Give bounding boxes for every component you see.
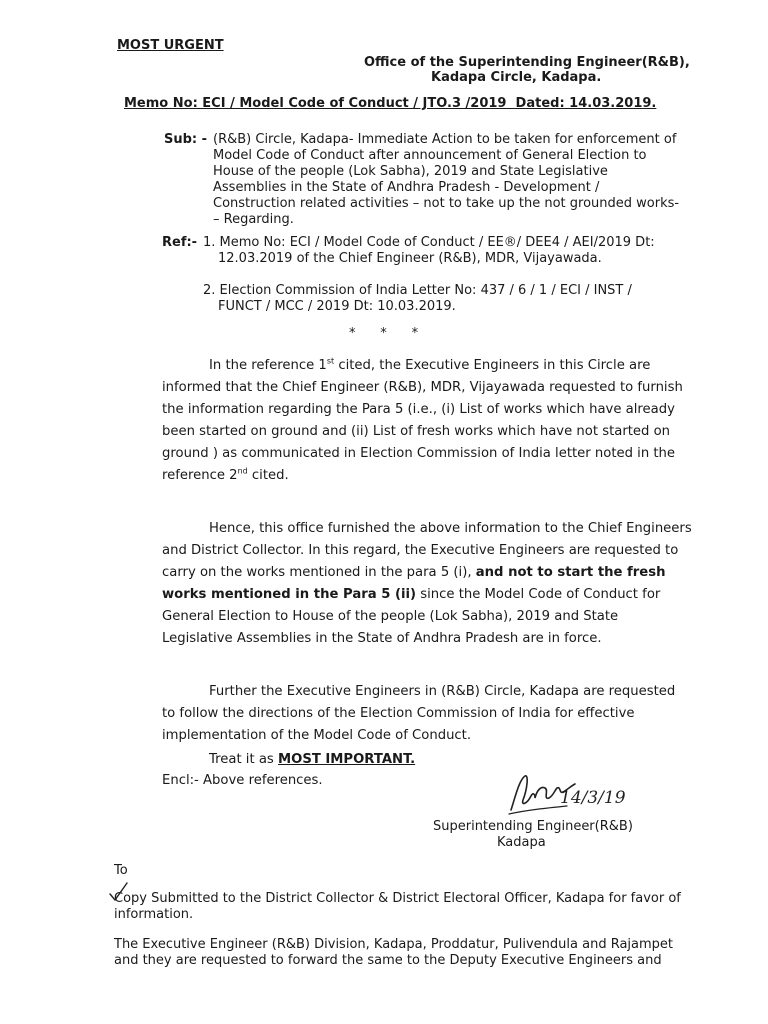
to-label: To xyxy=(114,863,128,878)
paragraph-line: ground ) as communicated in Election Commission of India letter noted in the xyxy=(162,446,676,461)
paragraph-line: the information regarding the Para 5 (i.e., (i) List of works which have already xyxy=(162,402,675,417)
bold-text: and not to start the fresh xyxy=(475,565,666,580)
subject-line: (R&B) Circle, Kadapa- Immediate Action to be taken for enforcement of xyxy=(213,132,677,147)
subject-line: Assemblies in the State of Andhra Pradesh - Development / xyxy=(213,180,600,195)
paragraph-line xyxy=(162,465,688,487)
text-fragment: reference 2 xyxy=(162,468,238,483)
emphasis-text: MOST IMPORTANT. xyxy=(277,752,416,767)
executive-engineer-note xyxy=(114,937,673,969)
paragraph-line: implementation of the Model Code of Conduct. xyxy=(162,728,472,743)
reference-2-line2: FUNCT / MCC / 2019 Dt: 10.03.2019. xyxy=(218,299,456,314)
text-fragment: Treat it as xyxy=(209,752,278,767)
text-fragment: In the reference 1 xyxy=(209,358,327,373)
paragraph-line xyxy=(162,355,688,377)
copy-line: The Executive Engineer (R&B) Division, Kadapa, Proddatur, Pulivendula and Rajampet xyxy=(114,937,673,952)
paragraph-line: General Election to House of the people (Lok Sabha), 2019 and State xyxy=(162,609,619,624)
paragraph-line xyxy=(162,562,688,584)
office-location: Kadapa Circle, Kadapa. xyxy=(431,70,602,85)
copy-line: Copy Submitted to the District Collector & District Electoral Officer, Kadapa for favor of xyxy=(114,891,681,906)
signatory-title: Superintending Engineer(R&B) xyxy=(433,819,633,834)
paragraph-line: Further the Executive Engineers in (R&B) Circle, Kadapa are requested xyxy=(209,684,676,699)
reference-2-line1: 2. Election Commission of India Letter No: 437 / 6 / 1 / ECI / INST / xyxy=(203,283,632,298)
copy-submitted xyxy=(114,891,681,923)
paragraph-line: Hence, this office furnished the above information to the Chief Engineers xyxy=(209,521,692,536)
text-fragment: since the Model Code of Conduct for xyxy=(416,587,661,602)
signatory-place: Kadapa xyxy=(497,835,546,850)
paragraph-2 xyxy=(162,518,692,650)
ref-label: Ref:- xyxy=(162,235,198,250)
paragraph-3 xyxy=(162,681,688,747)
subject-line: Construction related activities – not to take up the not grounded works- xyxy=(213,196,680,211)
superscript: nd xyxy=(237,466,248,476)
section-separator: * * * xyxy=(349,326,419,341)
signature-date: 14/3/19 xyxy=(560,788,626,808)
paragraph-line: informed that the Chief Engineer (R&B), MDR, Vijayawada requested to furnish xyxy=(162,380,683,395)
reference-1 xyxy=(203,235,655,267)
office-name: Office of the Superintending Engineer(R&B), xyxy=(364,55,690,70)
memo-line xyxy=(124,96,656,112)
paragraph-line: Legislative Assemblies in the State of Andhra Pradesh are in force. xyxy=(162,631,602,646)
text-fragment: cited. xyxy=(247,468,289,483)
reference-1-line2: 12.03.2019 of the Chief Engineer (R&B), MDR, Vijayawada. xyxy=(218,251,602,266)
subject-line: House of the people (Lok Sabha), 2019 and State Legislative xyxy=(213,164,608,179)
text-fragment: cited, the Executive Engineers in this Circle are xyxy=(334,358,651,373)
treat-note xyxy=(209,749,415,771)
memo-date: Dated: 14.03.2019. xyxy=(515,96,657,111)
paragraph-1 xyxy=(162,355,688,487)
paragraph-line: been started on ground and (ii) List of fresh works which have not started on xyxy=(162,424,671,439)
memo-number: Memo No: ECI / Model Code of Conduct / JTO.3 /2019 xyxy=(124,96,507,111)
paragraph-line: to follow the directions of the Election Commission of India for effective xyxy=(162,706,635,721)
copy-line: and they are requested to forward the same to the Deputy Executive Engineers and xyxy=(114,953,662,968)
text-fragment: carry on the works mentioned in the para 5 (i), xyxy=(162,565,476,580)
superscript: st xyxy=(326,356,335,366)
urgency-label: MOST URGENT xyxy=(117,38,224,53)
paragraph-line xyxy=(162,584,688,606)
paragraph-line: and District Collector. In this regard, the Executive Engineers are requested to xyxy=(162,543,679,558)
subject-line: Model Code of Conduct after announcement of General Election to xyxy=(213,148,647,163)
enclosure-note: Encl:- Above references. xyxy=(162,773,323,788)
copy-line: information. xyxy=(114,907,194,922)
subject-label: Sub: - xyxy=(164,132,208,147)
subject-line: – Regarding. xyxy=(213,212,294,227)
bold-text: works mentioned in the Para 5 (ii) xyxy=(162,587,417,602)
reference-1-line1: 1. Memo No: ECI / Model Code of Conduct / EE®/ DEE4 / AEI/2019 Dt: xyxy=(203,235,655,250)
subject-text xyxy=(213,132,679,228)
reference-2 xyxy=(203,283,632,315)
